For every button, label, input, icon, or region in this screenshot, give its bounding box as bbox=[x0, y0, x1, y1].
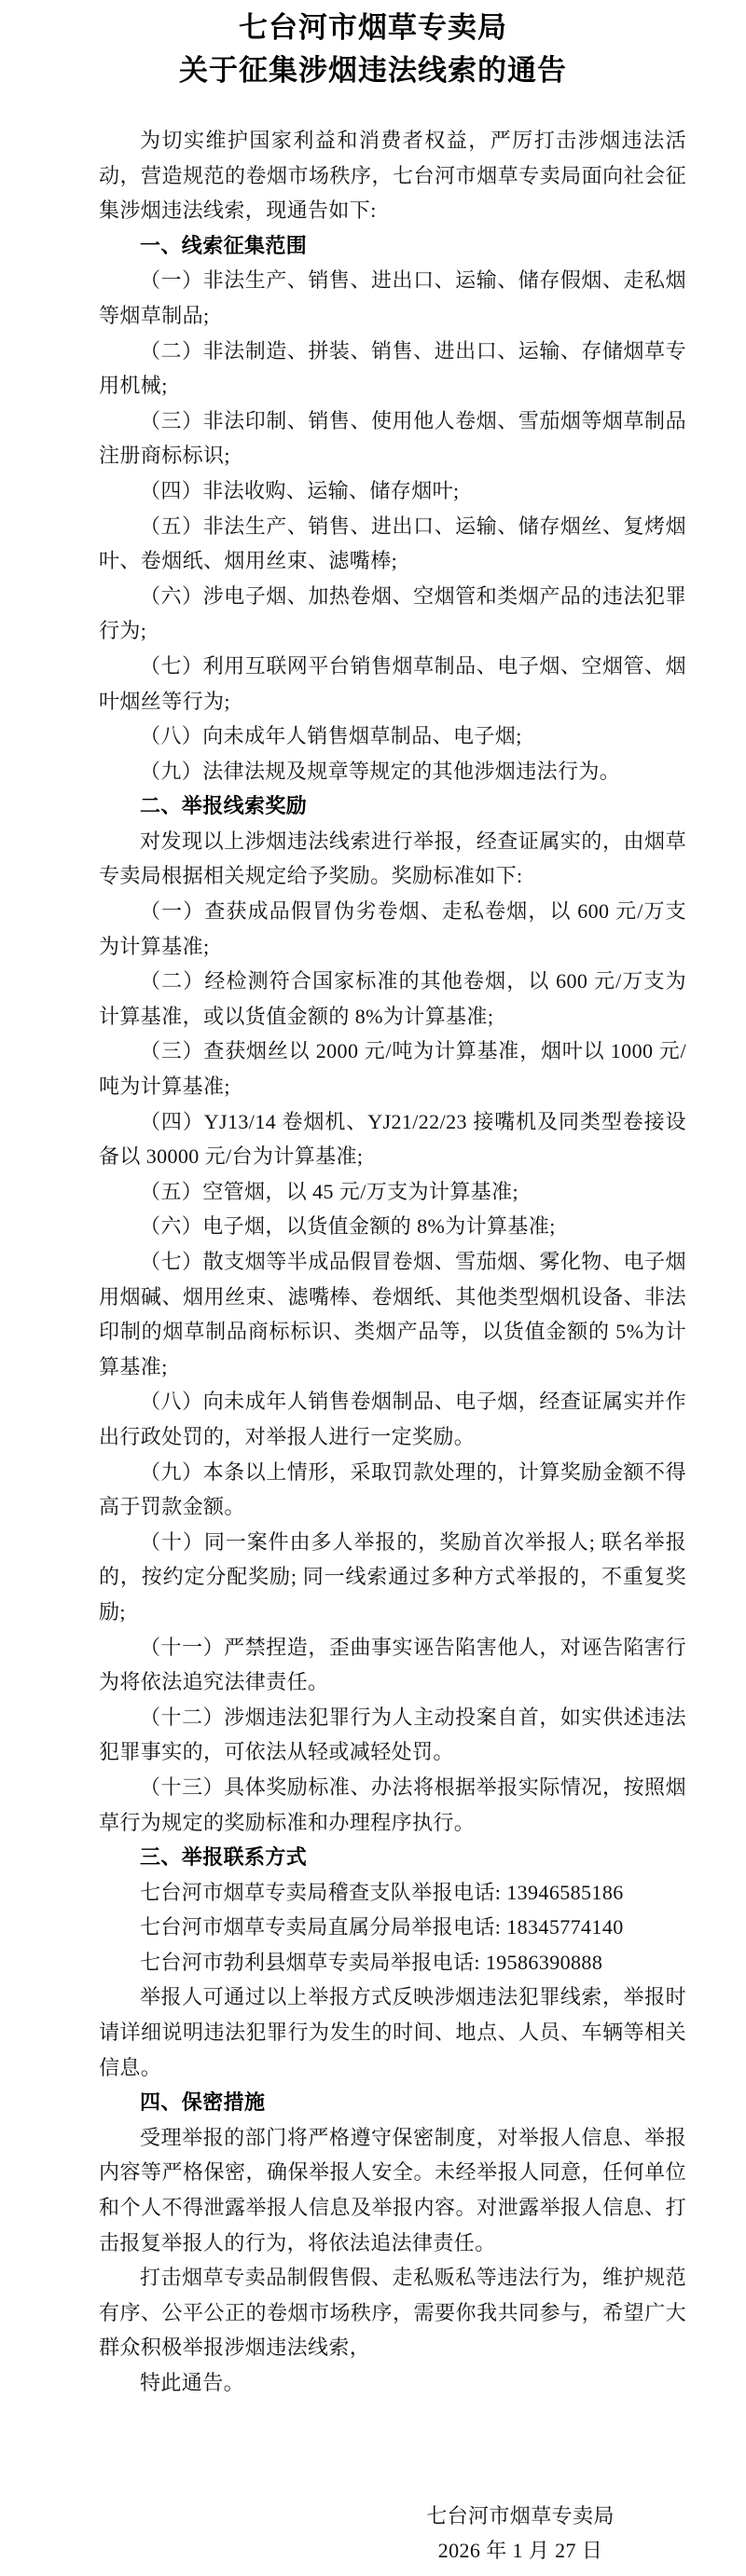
contact-phone-line-3: 七台河市勃利县烟草专卖局举报电话: 19586390888 bbox=[140, 1950, 603, 1974]
scope-item-1: （一）非法生产、销售、进出口、运输、储存假烟、走私烟等烟草制品; bbox=[99, 268, 686, 327]
signature-org: 七台河市烟草专卖局 bbox=[426, 2503, 615, 2528]
reward-item-4: （四）YJ13/14 卷烟机、YJ21/22/23 接嘴机及同类型卷接设备以 30000 元/台为计算基准; bbox=[99, 1109, 686, 1169]
reward-item-9: （九）本条以上情形，采取罚款处理的，计算奖励金额不得高于罚款金额。 bbox=[99, 1459, 686, 1519]
reward-item-7: （七）散支烟等半成品假冒卷烟、雪茄烟、雾化物、电子烟用烟碱、烟用丝束、滤嘴棒、卷烟纸、其他类型烟机设备、非法印制的烟草制品商标标识、类烟产品等，以货值金额的 5%为计算基准; bbox=[99, 1250, 686, 1378]
section-heading-4: 四、保密措施 bbox=[140, 2090, 266, 2115]
contact-phone-line-2: 七台河市烟草专卖局直属分局举报电话: 18345774140 bbox=[140, 1915, 624, 1939]
section-heading-2: 二、举报线索奖励 bbox=[140, 794, 308, 818]
reward-item-10: （十）同一案件由多人举报的，奖励首次举报人; 联名举报的，按约定分配奖励; 同一线索通过多种方式举报的，不重复奖励; bbox=[99, 1529, 686, 1624]
reward-item-1: （一）查获成品假冒伪劣卷烟、走私卷烟，以 600 元/万支为计算基准; bbox=[99, 899, 686, 958]
reward-item-5: （五）空管烟，以 45 元/万支为计算基准; bbox=[140, 1179, 519, 1203]
document-title bbox=[0, 0, 746, 92]
signature-block bbox=[399, 2499, 642, 2569]
scope-item-2: （二）非法制造、拼装、销售、进出口、运输、存储烟草专用机械; bbox=[99, 338, 686, 398]
reward-item-11: （十一）严禁捏造，歪曲事实诬告陷害他人，对诬告陷害行为将依法追究法律责任。 bbox=[99, 1635, 686, 1694]
document-title-line1: 七台河市烟草专卖局 bbox=[239, 11, 507, 44]
intro-paragraph: 为切实维护国家利益和消费者权益，严厉打击涉烟违法活动，营造规范的卷烟市场秩序，七台河市烟草专卖局面向社会征集涉烟违法线索，现通告如下: bbox=[99, 129, 686, 223]
reward-item-8: （八）向未成年人销售卷烟制品、电子烟，经查证属实并作出行政处罚的，对举报人进行一定奖励。 bbox=[99, 1390, 686, 1448]
reward-item-3: （三）查获烟丝以 2000 元/吨为计算基准，烟叶以 1000 元/吨为计算基准; bbox=[99, 1039, 686, 1099]
signature-date: 2026 年 1 月 27 日 bbox=[437, 2539, 603, 2563]
scope-item-5: （五）非法生产、销售、进出口、运输、储存烟丝、复烤烟叶、卷烟纸、烟用丝束、滤嘴棒; bbox=[99, 514, 686, 573]
scope-item-8: （八）向未成年人销售烟草制品、电子烟; bbox=[140, 724, 522, 748]
scope-item-3: （三）非法印制、销售、使用他人卷烟、雪茄烟等烟草制品注册商标标识; bbox=[99, 408, 686, 468]
section-heading-3: 三、举报联系方式 bbox=[140, 1845, 308, 1870]
document-title-line2: 关于征集涉烟违法线索的通告 bbox=[179, 54, 567, 87]
reward-item-13: （十三）具体奖励标准、办法将根据举报实际情况，按照烟草行为规定的奖励标准和办理程序执行。 bbox=[99, 1774, 686, 1834]
contact-phone-line-1: 七台河市烟草专卖局稽查支队举报电话: 13946585186 bbox=[140, 1880, 624, 1904]
section-heading-1: 一、线索征集范围 bbox=[140, 233, 308, 257]
confidentiality-paragraph: 受理举报的部门将严格遵守保密制度，对举报人信息、举报内容等严格保密，确保举报人安全。未经举报人同意，任何单位和个人不得泄露举报人信息及举报内容。对泄露举报人信息、打击报复举报人的行为，将依法追法律责任。 bbox=[99, 2125, 686, 2254]
closing-appeal-paragraph: 打击烟草专卖品制假售假、走私贩私等违法行为，维护规范有序、公平公正的卷烟市场秩序，需要你我共同参与，希望广大群众积极举报涉烟违法线索， bbox=[99, 2266, 686, 2360]
contact-note: 举报人可通过以上举报方式反映涉烟违法犯罪线索，举报时请详细说明违法犯罪行为发生的时间、地点、人员、车辆等相关信息。 bbox=[99, 1985, 686, 2079]
notice-body bbox=[0, 123, 746, 2401]
scope-item-4: （四）非法收购、运输、储存烟叶; bbox=[140, 478, 460, 502]
reward-item-6: （六）电子烟，以货值金额的 8%为计算基准; bbox=[140, 1214, 556, 1239]
scope-item-6: （六）涉电子烟、加热卷烟、空烟管和类烟产品的违法犯罪行为; bbox=[99, 583, 686, 643]
scope-item-9: （九）法律法规及规章等规定的其他涉烟违法行为。 bbox=[140, 759, 621, 783]
closing-line: 特此通告。 bbox=[140, 2371, 245, 2394]
reward-item-12: （十二）涉烟违法犯罪行为人主动投案自首，如实供述违法犯罪事实的，可依法从轻或减轻处罚。 bbox=[99, 1705, 686, 1764]
scope-item-7: （七）利用互联网平台销售烟草制品、电子烟、空烟管、烟叶烟丝等行为; bbox=[99, 653, 686, 713]
reward-intro: 对发现以上涉烟违法线索进行举报，经查证属实的，由烟草专卖局根据相关规定给予奖励。奖励标准如下: bbox=[99, 829, 686, 888]
reward-item-2: （二）经检测符合国家标准的其他卷烟，以 600 元/万支为计算基准，或以货值金额的 8%为计算基准; bbox=[99, 969, 686, 1028]
